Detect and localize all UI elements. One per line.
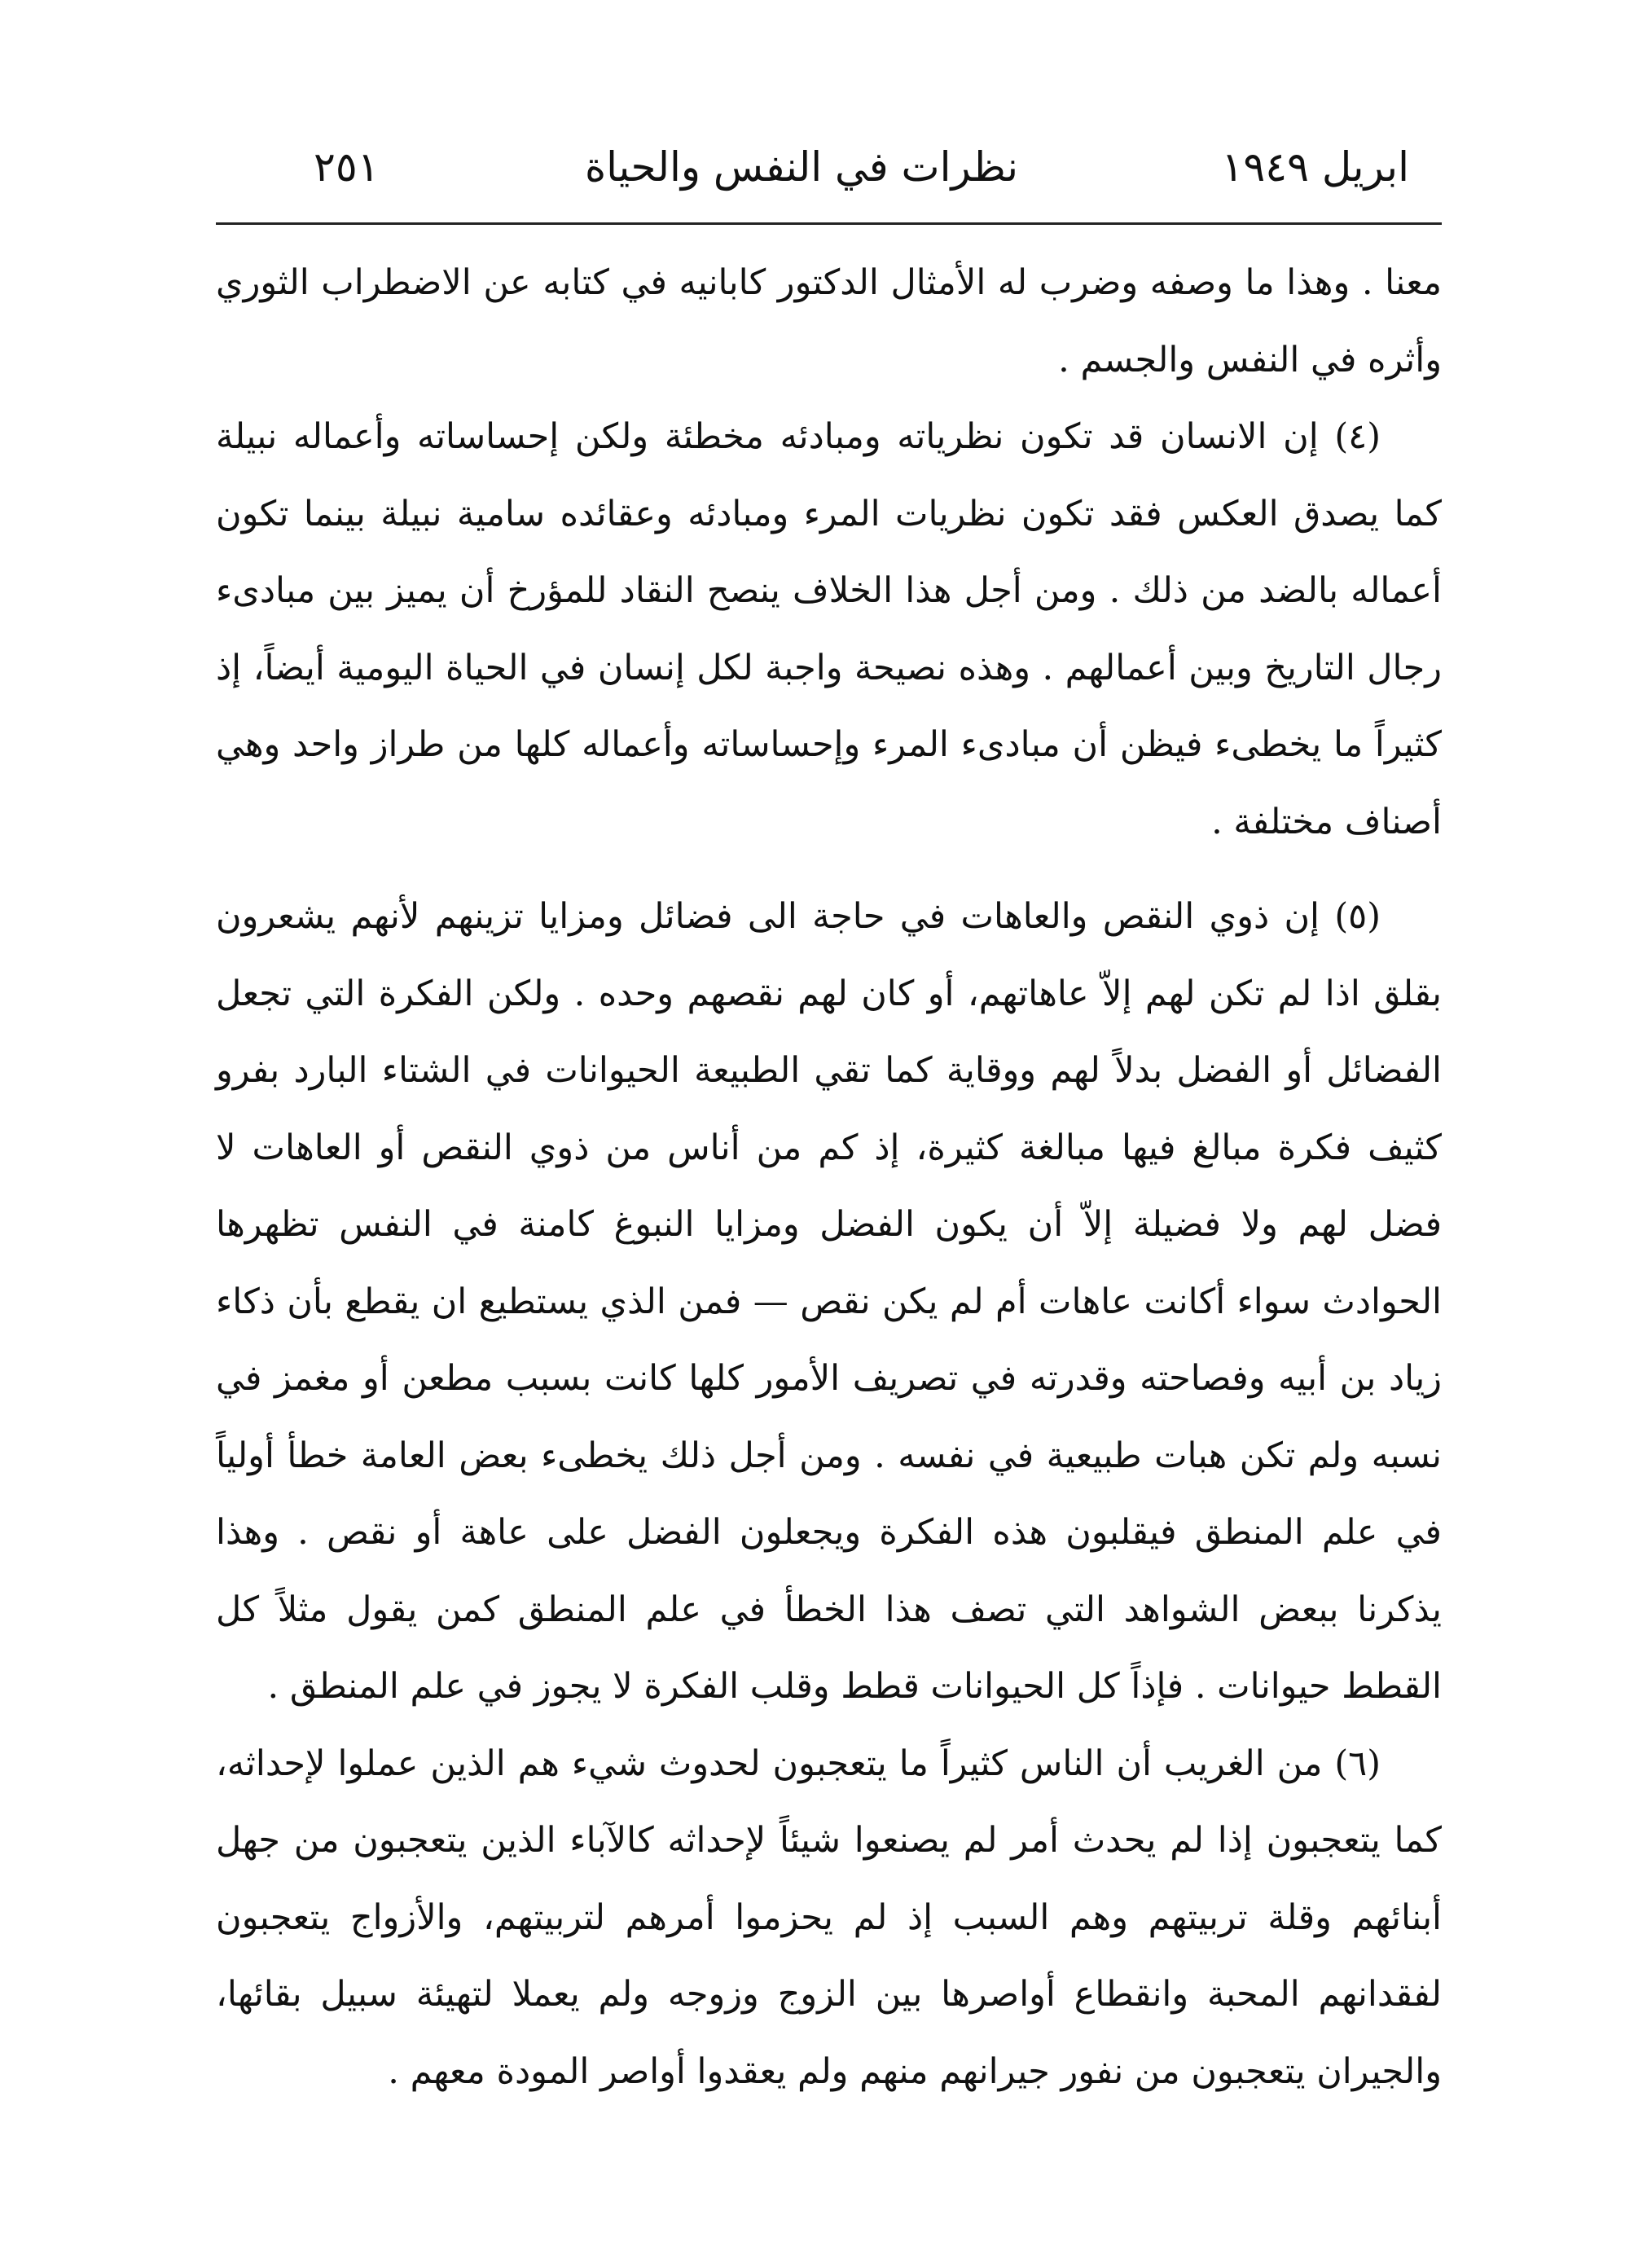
body-text bbox=[216, 244, 1442, 2110]
running-header bbox=[216, 130, 1442, 212]
paragraph-6: (٦) من الغريب أن الناس كثيراً ما يتعجبون لحدوث شيء هم الذين عملوا لإحداثه، كما يتعجبون إذا لم يحدث أمر لم يصنعوا شيئاً لإحداثه كالآباء الذين يتعجبون من جهل أبنائهم وقلة تربيتهم وهم السبب إذ لم يحزموا أمرهم لتربيتهم، والأزواج يتعجبون لفقدانهم المحبة وانقطاع أواصرها بين الزوج وزوجه ولم يعملا لتهيئة سبيل بقائها، والجيران يتعجبون من نفور جيرانهم منهم ولم يعقدوا أواصر المودة معهم . bbox=[216, 1743, 1442, 2092]
paragraph-5: (٥) إن ذوي النقص والعاهات في حاجة الى فضائل ومزايا تزينهم لأنهم يشعرون بقلق اذا لم تكن لهم إلاّ عاهاتهم، أو كان لهم نقصهم وحده . ولكن الفكرة التي تجعل الفضائل أو الفضل بدلاً لهم ووقاية كما تقي الطبيعة الحيوانات في الشتاء البارد بفرو كثيف فكرة مبالغ فيها مبالغة كثيرة، إذ كم من أناس من ذوي النقص أو العاهات لا فضل لهم ولا فضيلة إلاّ أن يكون الفضل ومزايا النبوغ كامنة في النفس تظهرها الحوادث سواء أكانت عاهات أم لم يكن نقص — فمن الذي يستطيع ان يقطع بأن ذكاء زياد بن أبيه وفصاحته وقدرته في تصريف الأمور كلها كانت بسبب مطعن أو مغمز في نسبه ولم تكن هبات طبيعية في نفسه . ومن أجل ذلك يخطىء بعض العامة خطأ أولياً في علم المنطق فيقلبون هذه الفكرة ويجعلون الفضل على عاهة أو نقص . وهذا يذكرنا ببعض الشواهد التي تصف هذا الخطأ في علم المنطق كمن يقول مثلاً كل القطط حيوانات . فإذاً كل الحيوانات قطط وقلب الفكرة لا يجوز في علم المنطق . bbox=[216, 896, 1443, 1707]
header-date: ابريل ١٩٤٩ bbox=[1221, 143, 1409, 191]
paragraph-continued: معنا . وهذا ما وصفه وضرب له الأمثال الدكتور كابانيه في كتابه عن الاضطراب الثوري وأثره في النفس والجسم . bbox=[216, 262, 1442, 380]
header-title: نظرات في النفس والحياة bbox=[584, 143, 1018, 191]
header-rule bbox=[216, 222, 1442, 225]
paragraph-4: (٤) إن الانسان قد تكون نظرياته ومبادئه مخطئة ولكن إحساساته وأعماله نبيلة كما يصدق العكس فقد تكون نظريات المرء ومبادئه وعقائده سامية نبيلة بينما تكون أعماله بالضد من ذلك . ومن أجل هذا الخلاف ينصح النقاد للمؤرخ أن يميز بين مبادىء رجال التاريخ وبين أعمالهم . وهذه نصيحة واجبة لكل إنسان في الحياة اليومية أيضاً، إذ كثيراً ما يخطىء فيظن أن مبادىء المرء وإحساساته وأعماله كلها من طراز واحد وهي أصناف مختلفة . bbox=[216, 416, 1442, 842]
page-number: ٢٥١ bbox=[314, 143, 380, 191]
